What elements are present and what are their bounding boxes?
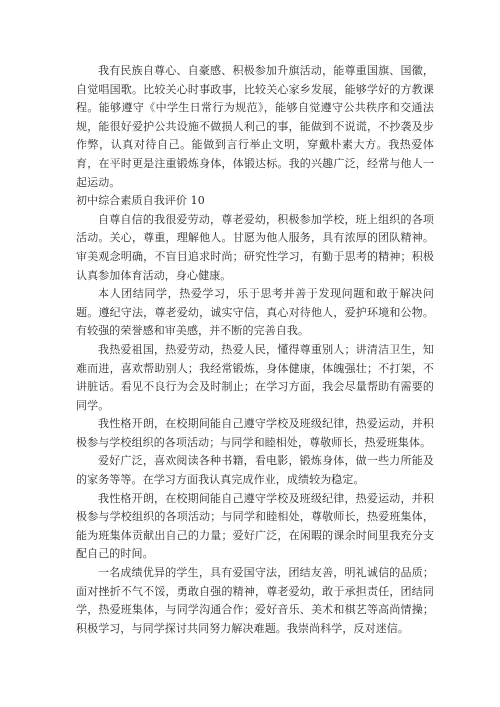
paragraph-self-confidence: 自尊自信的我很爱劳动，尊老爱幼，积极参加学校，班上组织的各项活动。关心，尊重，理解他人。甘愿为他人服务，具有浓厚的团队精神。审美观念明确，不盲目追求时尚；研究性学习，有勤于思考的精神；积极认真参加体育活动，身心健康。 — [76, 212, 434, 282]
paragraph-unity: 本人团结同学，热爱学习，乐于思考并善于发现问题和敢于解决问题。遵纪守法，尊老爱幼，诚实守信，真心对待他人，爱护环境和公物。有较强的荣誉感和审美感，并不断的完善自我。 — [76, 287, 434, 338]
paragraph-hobbies: 爱好广泛，喜欢阅读各种书籍，看电影，锻炼身体，做一些力所能及的家务等等。在学习方面我认真完成作业，成绩较为稳定。 — [76, 454, 434, 487]
paragraph-personality-2: 我性格开朗，在校期间能自己遵守学校及班级纪律，热爱运动，并积极参与学校组织的各项活动；与同学和睦相处，尊敬师长，热爱班集体，能为班集体贡献出自己的力量；爱好广泛，在闲暇的课余时间里我充分支配自己的时间。 — [76, 491, 434, 561]
paragraph-love-country: 我热爱祖国，热爱劳动，热爱人民，懂得尊重别人；讲清洁卫生，知难而进，喜欢帮助别人；我经常锻炼，身体健康，体魄强壮；不打架，不讲脏话。看见不良行为会及时制止；在学习方面，我会尽量帮助有需要的同学。 — [76, 342, 434, 412]
paragraph-excellent-student: 一名成绩优异的学生，具有爱国守法，团结友善，明礼诚信的品质；面对挫折不气不馁，勇敢自强的精神，尊老爱幼，敢于承担责任，团结同学，热爱班集体，与同学沟通合作；爱好音乐、美术和棋艺等高尚情操；积极学习，与同学探讨共同努力解决难题。我崇尚科学，反对迷信。 — [76, 566, 434, 635]
paragraph-personality-1: 我性格开朗，在校期间能自己遵守学校及班级纪律，热爱运动，并积极参与学校组织的各项活动；与同学和睦相处，尊敬师长，热爱班集体。 — [76, 417, 434, 449]
document-body — [76, 62, 434, 638]
section-heading: 初中综合素质自我评价 10 — [76, 194, 205, 208]
paragraph-patriotism: 我有民族自尊心、自豪感、积极参加升旗活动，能尊重国旗、国徽，自觉唱国歌。比较关心时事政事，比较关心家乡发展，能够学好的方教课程。能够遵守《中学生日常行为规范》，能够自觉遵守公共秩序和交通法规，能很好爱护公共设施不做损人利己的事，能做到不说谎，不抄袭及步作弊，认真对待自己。能做到言行举止文明，穿戴朴素大方。我热爱体育，在平时更是注重锻炼身体，体锻达标。我的兴趣广泛，经常与他人一起运动。 — [76, 64, 434, 189]
